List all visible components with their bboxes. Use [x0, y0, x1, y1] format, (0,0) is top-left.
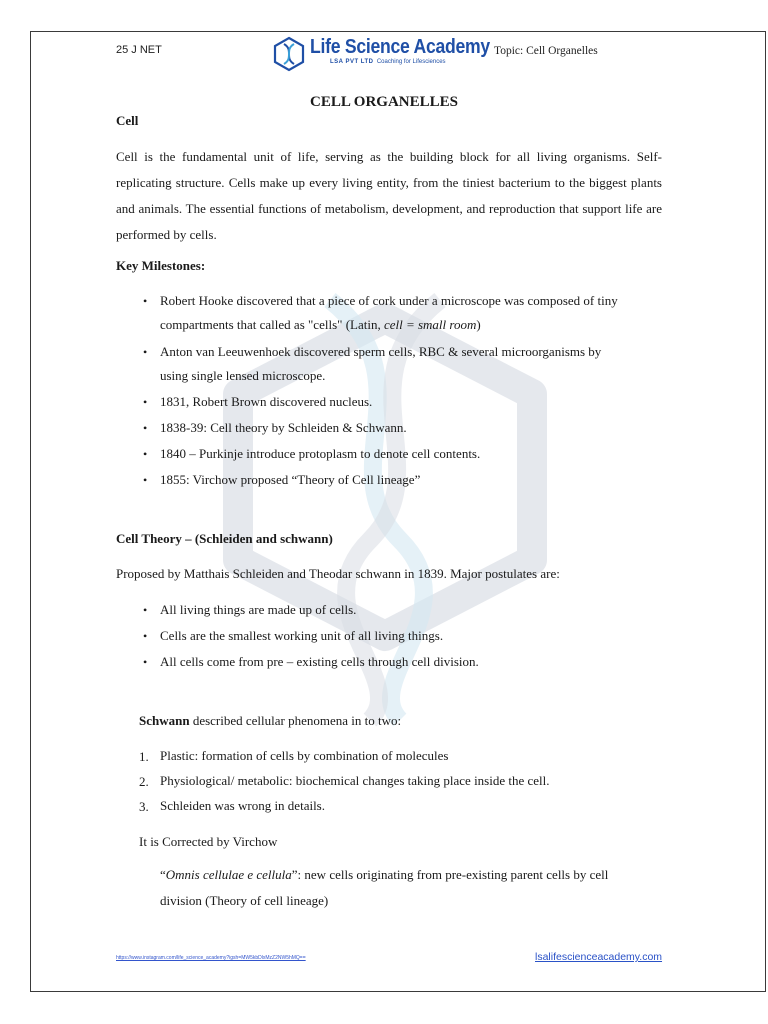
cell-theory-heading: Cell Theory – (Schleiden and schwann) [116, 531, 333, 546]
virchow-quote [160, 862, 650, 914]
header-exam-label: 25 J NET [116, 44, 162, 56]
quote-latin: Omnis cellulae e cellula [165, 867, 292, 882]
milestone-5: 1840 – Purkinje introduce protoplasm to denote cell contents. [160, 446, 481, 461]
postulate-2: Cells are the smallest working unit of all living things. [160, 628, 444, 643]
postulate-1: All living things are made up of cells. [160, 602, 357, 617]
quote-rest: ”: new cells originating from pre-existing parent cells by cell division (Theory of cell lineage) [160, 867, 609, 908]
schwann-item-3: Schleiden was wrong in details. [160, 798, 325, 813]
milestone-4: 1838-39: Cell theory by Schleiden & Schwann. [160, 420, 407, 435]
list-number: 1. [139, 749, 149, 764]
bullet-icon: • [143, 294, 148, 308]
website-link[interactable]: lsalifescienceacademy.com [535, 951, 663, 963]
page-title: CELL ORGANELLES [310, 94, 458, 110]
milestone-1-close: ) [476, 317, 481, 332]
bullet-icon: • [143, 629, 148, 643]
logo-sub-bold: LSA PVT LTD [330, 59, 374, 65]
cell-theory-intro: Proposed by Matthais Schleiden and Theodar schwann in 1839. Major postulates are: [116, 566, 560, 581]
milestone-3: 1831, Robert Brown discovered nucleus. [160, 394, 373, 409]
schwann-item-1: Plastic: formation of cells by combination of molecules [160, 748, 449, 763]
schwann-rest: described cellular phenomena in to two: [189, 713, 402, 728]
life-science-academy-logo [272, 34, 490, 74]
logo-sub-rest: Coaching for Lifesciences [376, 59, 446, 65]
bullet-icon: • [143, 395, 148, 409]
corrected-by-virchow: It is Corrected by Virchow [139, 834, 278, 849]
milestone-6: 1855: Virchow proposed “Theory of Cell lineage” [160, 472, 421, 487]
milestone-1-text: compartments that called as "cells" (Latin, [160, 317, 384, 332]
bullet-icon: • [143, 655, 148, 669]
bullet-icon: • [143, 345, 148, 359]
bullet-icon: • [143, 473, 148, 487]
bullet-icon: • [143, 603, 148, 617]
header-topic: Topic: Cell Organelles [494, 45, 598, 57]
postulate-3: All cells come from pre – existing cells through cell division. [160, 654, 479, 669]
instagram-link[interactable]: https://www.instagram.com/life_science_academy?igsh=MW5kbDlxMzZ2NW5hMQ== [116, 955, 306, 961]
schwann-bold: Schwann [139, 713, 190, 728]
cell-heading: Cell [116, 113, 139, 128]
bullet-icon: • [143, 447, 148, 461]
dna-hexagon-logo-icon [272, 36, 306, 72]
list-number: 2. [139, 774, 149, 789]
logo-title: Life Science Academy [310, 36, 490, 58]
bullet-icon: • [143, 421, 148, 435]
milestone-2-line-2: using single lensed microscope. [160, 368, 326, 383]
cell-paragraph: Cell is the fundamental unit of life, serving as the building block for all living organisms. Self-replicating structure. Cells make up every living entity, from the tiniest bacterium to the biggest plants and animals. The essential functions of metabolism, development, and reproduction that support life are performed by cells. [116, 149, 662, 242]
milestone-1-italic: cell = small room [383, 317, 477, 332]
schwann-item-2: Physiological/ metabolic: biochemical changes taking place inside the cell. [160, 773, 550, 788]
milestone-1-line-1: Robert Hooke discovered that a piece of cork under a microscope was composed of tiny [160, 293, 618, 308]
milestone-2-line-1: Anton van Leeuwenhoek discovered sperm cells, RBC & several microorganisms by [160, 344, 602, 359]
logo-subtitle [330, 59, 446, 65]
schwann-intro [139, 708, 401, 734]
milestones-heading: Key Milestones: [116, 258, 206, 273]
quote-open: “ [160, 867, 166, 882]
list-number: 3. [139, 799, 149, 814]
milestone-1-line-2 [160, 313, 660, 337]
